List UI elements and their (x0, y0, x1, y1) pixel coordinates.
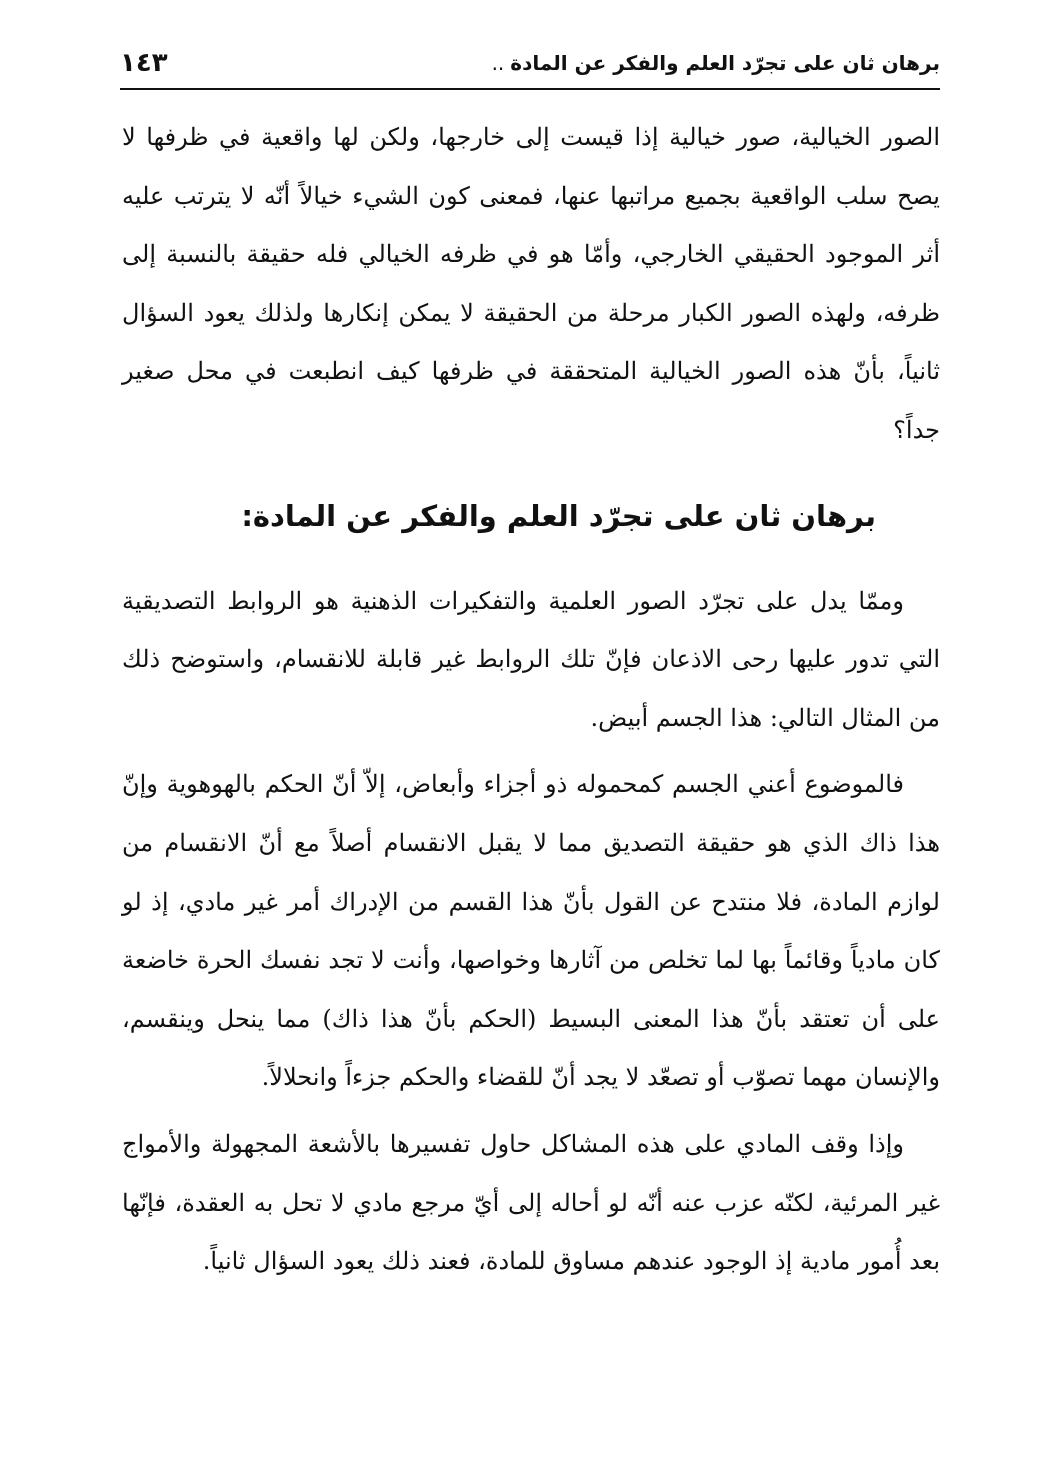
page-header (120, 38, 940, 88)
paragraph: وإذا وقف المادي على هذه المشاكل حاول تفسيرها بالأشعة المجهولة والأمواج غير المرئية، لكنّه عزب عنه أنّه لو أحاله إلى أيّ مرجع مادي لا تحل به العقدة، فإنّها بعد أُمور مادية إذ الوجود عندهم مساوق للمادة، فعند ذلك يعود السؤال ثانياً. (122, 1129, 940, 1276)
running-title-text: برهان ثان على تجرّد العلم والفكر عن المادة (510, 51, 940, 75)
section-heading: برهان ثان على تجرّد العلم والفكر عن المادة: (241, 498, 876, 533)
paragraph: وممّا يدل على تجرّد الصور العلمية والتفكيرات الذهنية هو الروابط التصديقية التي تدور عليها رحى الاذعان فإنّ تلك الروابط غير قابلة للانقسام، واستوضح ذلك من المثال التالي: هذا الجسم أبيض. (122, 586, 940, 732)
page-number: ١٤٣ (120, 48, 168, 78)
paragraph-gap (122, 1107, 940, 1115)
running-title (492, 51, 940, 75)
paragraph-gap (122, 747, 940, 755)
header-rule (120, 88, 940, 90)
paragraph-continued: الصور الخيالية، صور خيالية إذا قيست إلى خارجها، ولكن لها واقعية في ظرفها لا يصح سلب الواقعية بجميع مراتبها عنها، فمعنى كون الشيء خيالاً أنّه لا يترتب عليه أثر الموجود الحقيقي الخارجي، وأمّا هو في ظرفه الخيالي فله حقيقة بالنسبة إلى ظرفه، ولهذه الصور الكبار مرحلة من الحقيقة لا يمكن إنكارها ولذلك يعود السؤال ثانياً، بأنّ هذه الصور الخيالية المتحققة في ظرفها كيف انطبعت في محل صغير جداً؟ (122, 123, 940, 444)
running-title-dots: .. (491, 51, 505, 75)
page-body (122, 108, 940, 1291)
paragraph: فالموضوع أعني الجسم كمحموله ذو أجزاء وأبعاض، إلاّ أنّ الحكم بالهوهوية وإنّ هذا ذاك الذي هو حقيقة التصديق مما لا يقبل الانقسام أصلاً مع أنّ الانقسام من لوازم المادة، فلا منتدح عن القول بأنّ هذا القسم من الإدراك أمر غير مادي، إذ لو كان مادياً وقائماً بها لما تخلص من آثارها وخواصها، وأنت لا تجد نفسك الحرة خاضعة على أن تعتقد بأنّ هذا المعنى البسيط (الحكم بأنّ هذا ذاك) مما ينحل وينقسم، والإنسان مهما تصوّب أو تصعّد لا يجد أنّ للقضاء والحكم جزءاً وانحلالاً. (122, 770, 940, 1092)
